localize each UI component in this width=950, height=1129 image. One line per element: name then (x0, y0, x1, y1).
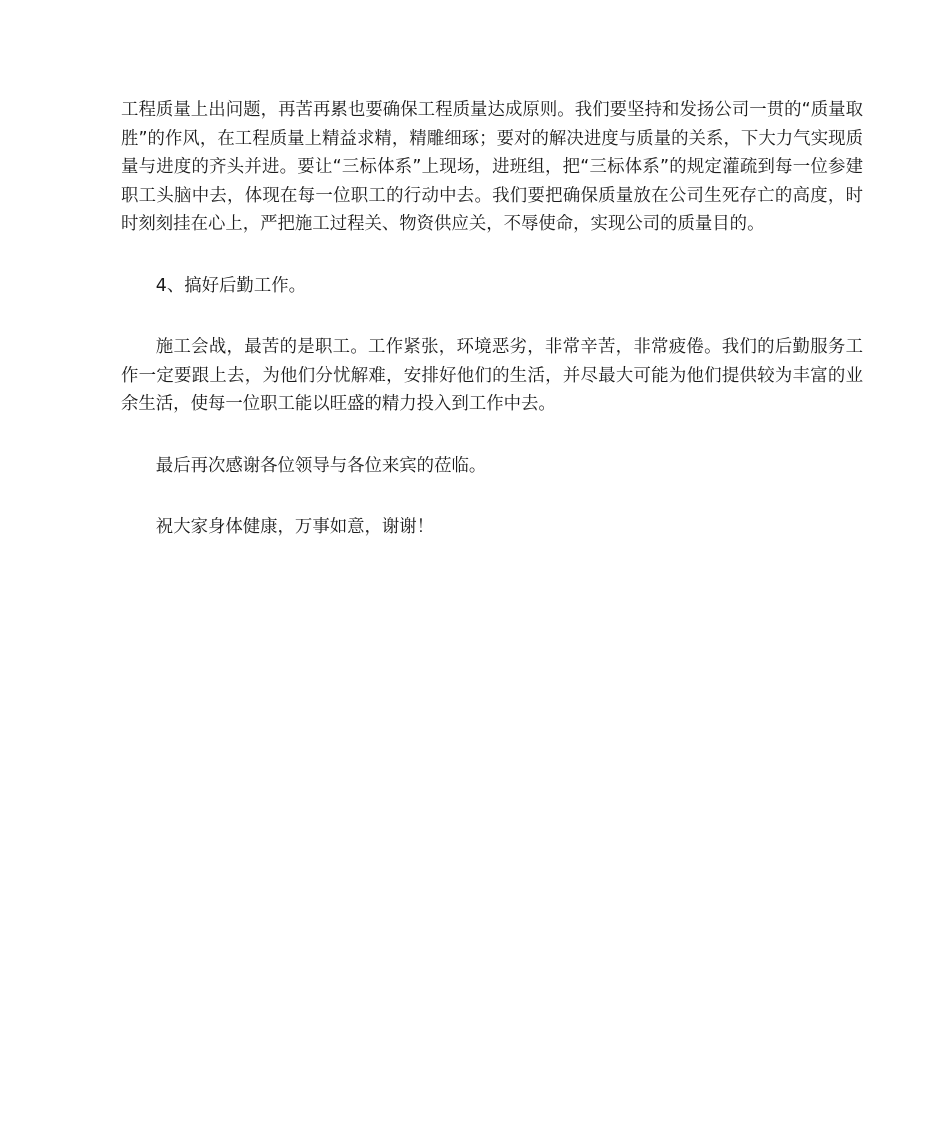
paragraph-quality-continued: 工程质量上出问题，再苦再累也要确保工程质量达成原则。我们要坚持和发扬公司一贯的“质量取胜”的作风，在工程质量上精益求精，精雕细琢；要对的解决进度与质量的关系，下大力气实现质量与进度的齐头并进。要让“三标体系”上现场，进班组，把“三标体系”的规定灌疏到每一位参建职工头脑中去，体现在每一位职工的行动中去。我们要把确保质量放在公司生死存亡的高度，时时刻刻挂在心上，严把施工过程关、物资供应关，不辱使命，实现公司的质量目的。 (121, 100, 863, 234)
paragraph-wishes: 祝大家身体健康，万事如意，谢谢！ (155, 517, 435, 537)
paragraph-logistics-body: 施工会战，最苦的是职工。工作紧张，环境恶劣，非常辛苦，非常疲倦。我们的后勤服务工作一定要跟上去，为他们分忧解难，安排好他们的生活，并尽最大可能为他们提供较为丰富的业余生活，使每一位职工能以旺盛的精力投入到工作中去。 (121, 337, 863, 414)
document-body (121, 96, 863, 575)
paragraph-thanks: 最后再次感谢各位领导与各位来宾的莅临。 (155, 455, 487, 476)
paragraph-logistics-heading: 4、搞好后勤工作。 (155, 275, 306, 296)
